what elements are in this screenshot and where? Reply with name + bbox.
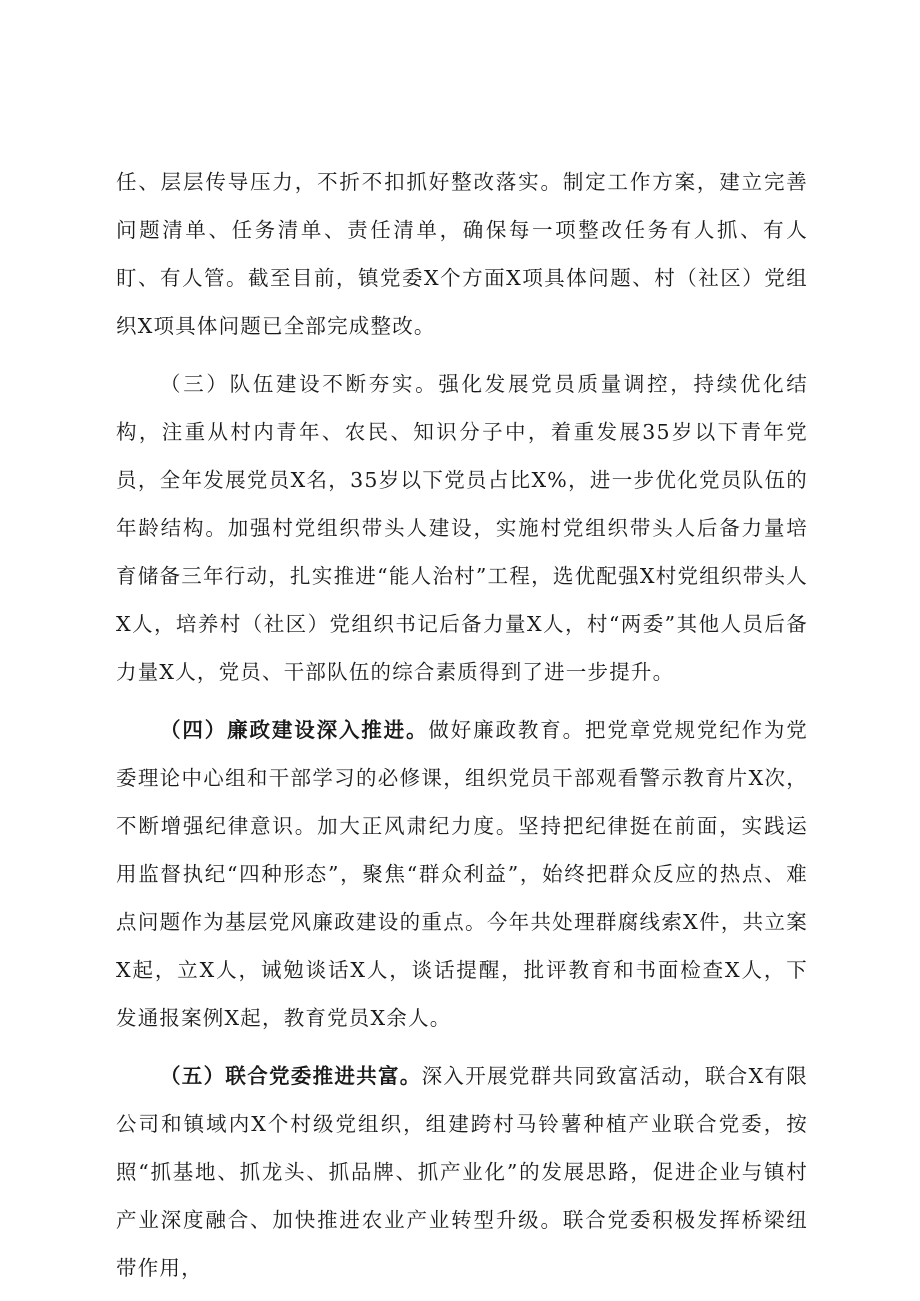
- paragraph-text: 任、层层传导压力，不折不扣抓好整改落实。制定工作方案，建立完善问题清单、任务清单、责任清单，确保每一项整改任务有人抓、有人盯、有人管。截至目前，镇党委X个方面X项具体问题、村（社区）党组织X项具体问题已全部完成整改。: [116, 170, 808, 338]
- paragraph-team-building: [116, 360, 808, 696]
- paragraph-heading: （五）联合党委推进共富。: [160, 1064, 422, 1088]
- paragraph-joint-party-committee: [116, 1052, 808, 1292]
- paragraph-spacer: [116, 696, 808, 706]
- paragraph-text: （三）队伍建设不断夯实。强化发展党员质量调控，持续优化结构，注重从村内青年、农民、知识分子中，着重发展35岁以下青年党员，全年发展党员X名，35岁以下党员占比X%，进一步优化党员队伍的年龄结构。加强村党组织带头人建设，实施村党组织带头人后备力量培育储备三年行动，扎实推进“能人治村”工程，选优配强X村党组织带头人X人，培养村（社区）党组织书记后备力量X人，村“两委”其他人员后备力量X人，党员、干部队伍的综合素质得到了进一步提升。: [116, 372, 808, 684]
- paragraph-text: 深入开展党群共同致富活动，联合X有限公司和镇域内X个村级党组织，组建跨村马铃薯种植产业联合党委，按照“抓基地、抓龙头、抓品牌、抓产业化”的发展思路，促进企业与镇村产业深度融合、加快推进农业产业转型升级。联合党委积极发挥桥梁纽带作用，: [116, 1064, 808, 1280]
- paragraph-integrity-building: [116, 706, 808, 1042]
- document-body: [116, 158, 808, 1292]
- paragraph-heading: （四）廉政建设深入推进。: [160, 718, 429, 742]
- paragraph-spacer: [116, 1042, 808, 1052]
- paragraph-text: 做好廉政教育。把党章党规党纪作为党委理论中心组和干部学习的必修课，组织党员干部观看警示教育片X次，不断增强纪律意识。加大正风肃纪力度。坚持把纪律挺在前面，实践运用监督执纪“四种形态”，聚焦“群众利益”，始终把群众反应的热点、难点问题作为基层党风廉政建设的重点。今年共处理群腐线索X件，共立案X起，立X人，诫勉谈话X人，谈话提醒，批评教育和书面检查X人，下发通报案例X起，教育党员X余人。: [116, 718, 808, 1030]
- paragraph-spacer: [116, 350, 808, 360]
- paragraph-rectification: [116, 158, 808, 350]
